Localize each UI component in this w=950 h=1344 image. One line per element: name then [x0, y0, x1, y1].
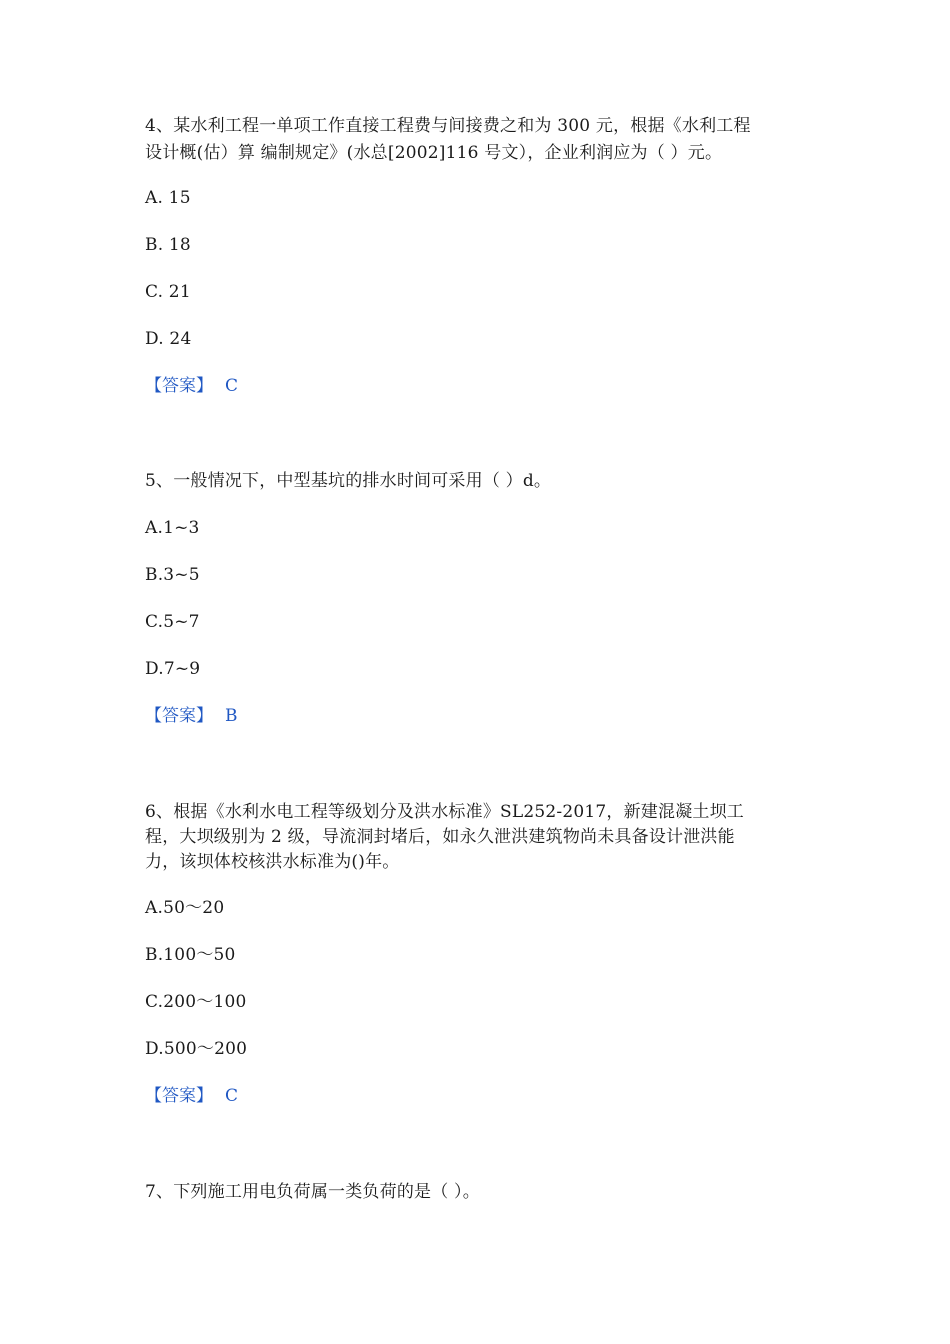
answer-label: 【答案】 [145, 1086, 213, 1106]
question-6-option-b: B.100～50 [145, 945, 236, 965]
question-6-answer [145, 1084, 238, 1108]
question-5-option-b: B.3~5 [145, 565, 200, 585]
question-4-option-c: C. 21 [145, 282, 191, 302]
answer-label: 【答案】 [145, 376, 213, 396]
question-4-option-d: D. 24 [145, 329, 192, 349]
question-5-line-1: 5、一般情况下，中型基坑的排水时间可采用（ ）d。 [145, 471, 552, 491]
question-4-option-b: B. 18 [145, 235, 191, 255]
question-6-option-d: D.500～200 [145, 1039, 248, 1059]
question-6-line-1: 6、根据《水利水电工程等级划分及洪水标准》SL252-2017，新建混凝土坝工 [145, 802, 745, 822]
question-6-line-3: 力，该坝体校核洪水标准为()年。 [145, 852, 400, 872]
question-5-option-c: C.5~7 [145, 612, 200, 632]
answer-value: C [225, 1086, 239, 1106]
answer-value: C [225, 376, 239, 396]
question-6-line-2: 程，大坝级别为 2 级，导流洞封堵后，如永久泄洪建筑物尚未具备设计泄洪能 [145, 827, 735, 847]
question-4-answer [145, 374, 238, 398]
question-4-line-2: 设计概(估）算 编制规定》(水总[2002]116 号文），企业利润应为（ ）元。 [145, 143, 723, 163]
question-4-option-a: A. 15 [145, 188, 191, 208]
question-7-line-1: 7、下列施工用电负荷属一类负荷的是（ ）。 [145, 1182, 480, 1202]
question-5-option-a: A.1~3 [145, 518, 200, 538]
answer-label: 【答案】 [145, 706, 213, 726]
answer-value: B [225, 706, 238, 726]
question-5-answer [145, 704, 238, 728]
question-6-option-c: C.200～100 [145, 992, 247, 1012]
question-4-line-1: 4、某水利工程一单项工作直接工程费与间接费之和为 300 元，根据《水利工程 [145, 116, 751, 136]
question-5-option-d: D.7~9 [145, 659, 201, 679]
question-6-option-a: A.50～20 [145, 898, 225, 918]
